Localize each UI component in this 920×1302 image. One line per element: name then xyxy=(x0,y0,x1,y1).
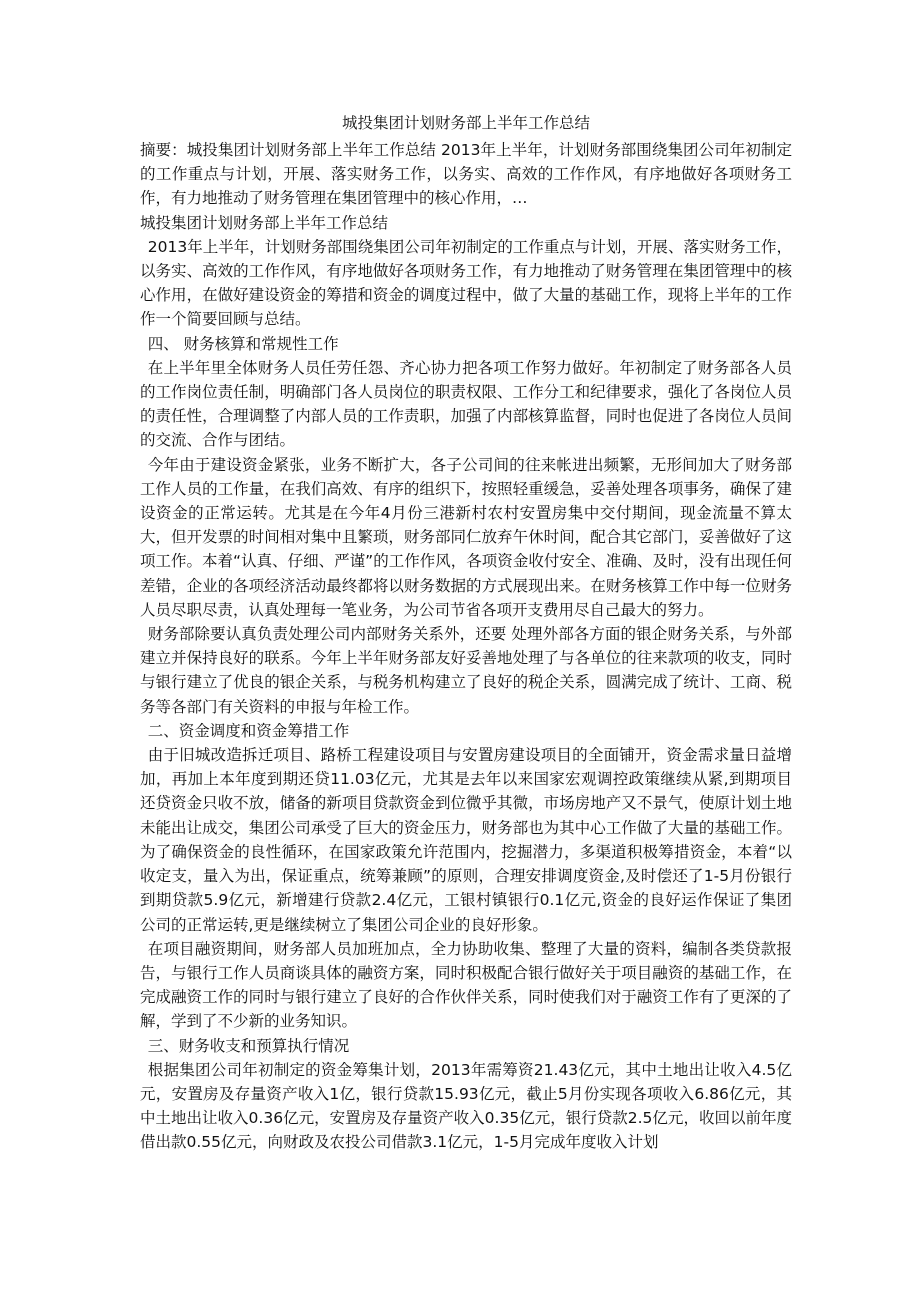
funding-paragraph-1: 由于旧城改造拆迁项目、路桥工程建设项目与安置房建设项目的全面铺开，资金需求量日益增加，再加上本年度到期还贷11.03亿元，尤其是去年以来国家宏观调控政策继续从紧,到期项目还贷资金只收不放，储备的新项目贷款资金到位微乎其微，市场房地产又不景气，使原计划土地未能出让成交，集团公司承受了巨大的资金压力，财务部也为其中心工作做了大量的基础工作。为了确保资金的良性循环，在国家政策允许范围内，挖掘潜力，多渠道积极筹措资金，本着“以收定支，量入为出，保证重点，统筹兼顾”的原则，合理安排调度资金,及时偿还了1-5月份银行到期贷款5.9亿元，新增建行贷款2.4亿元，工银村镇银行0.1亿元,资金的良好运作保证了集团公司的正常运转,更是继续树立了集团公司企业的良好形象。 xyxy=(140,746,792,934)
section-heading-funding: 二、资金调度和资金筹措工作 xyxy=(147,721,350,740)
accounting-paragraph-3: 财务部除要认真负责处理公司内部财务关系外，还要 处理外部各方面的银企财务关系，与外部建立并保持良好的联系。今年上半年财务部友好妥善地处理了与各单位的往来款项的收支，同时与银行建立了优良的银企关系，与税务机构建立了良好的税企关系，圆满完成了统计、工商、税务等各部门有关资料的申报与年检工作。 xyxy=(140,625,792,716)
accounting-paragraph-2: 今年由于建设资金紧张，业务不断扩大，各子公司间的往来帐进出频繁，无形间加大了财务部工作人员的工作量，在我们高效、有序的组织下，按照轻重缓急，妥善处理各项事务，确保了建设资金的正常运转。尤其是在今年4月份三港新村农村安置房集中交付期间，现金流量不算太大，但开发票的时间相对集中且繁琐，财务部同仁放弃午休时间，配合其它部门，妥善做好了这项工作。本着“认真、仔细、严谨”的工作作风，各项资金收付安全、准确、及时，没有出现任何差错，企业的各项经济活动最终都将以财务数据的方式展现出来。在财务核算工作中每一位财务人员尽职尽责，认真处理每一笔业务，为公司节省各项开支费用尽自己最大的努力。 xyxy=(140,455,792,619)
budget-paragraph-1: 根据集团公司年初制定的资金筹集计划，2013年需筹资21.43亿元，其中土地出让收入4.5亿元，安置房及存量资产收入1亿，银行贷款15.93亿元，截止5月份实现各项收入6.86亿元，其中土地出让收入0.36亿元，安置房及存量资产收入0.35亿元，银行贷款2.5亿元，收回以前年度借出款0.55亿元，向财政及农投公司借款3.1亿元，1-5月完成年度收入计划 xyxy=(140,1060,792,1152)
document-subtitle: 城投集团计划财务部上半年工作总结 xyxy=(140,213,389,232)
intro-paragraph: 2013年上半年，计划财务部围绕集团公司年初制定的工作重点与计划，开展、落实财务工作，以务实、高效的工作作风，有序地做好各项财务工作，有力地推动了财务管理在集团管理中的核心作用，在做好建设资金的筹措和资金的调度过程中，做了大量的基础工作，现将上半年的工作作一个简要回顾与总结。 xyxy=(140,237,792,329)
document-body xyxy=(140,108,792,1155)
abstract-paragraph: 摘要：城投集团计划财务部上半年工作总结 2013年上半年，计划财务部围绕集团公司年初制定的工作重点与计划，开展、落实财务工作，以务实、高效的工作作风，有序地做好各项财务工作，有力地推动了财务管理在集团管理中的核心作用，… xyxy=(140,141,792,208)
accounting-paragraph-1: 在上半年里全体财务人员任劳任怨、齐心协力把各项工作努力做好。年初制定了财务部各人员的工作岗位责任制，明确部门各人员岗位的职责权限、工作分工和纪律要求，强化了各岗位人员的责任性，合理调整了内部人员的工作责职，加强了内部核算监督，同时也促进了各岗位人员间的交流、合作与团结。 xyxy=(140,358,792,450)
funding-paragraph-2: 在项目融资期间，财务部人员加班加点，全力协助收集、整理了大量的资料，编制各类贷款报告，与银行工作人员商谈具体的融资方案，同时积极配合银行做好关于项目融资的基础工作，在完成融资工作的同时与银行建立了良好的合作伙伴关系，同时使我们对于融资工作有了更深的了解，学到了不少新的业务知识。 xyxy=(140,939,792,1031)
document-title: 城投集团计划财务部上半年工作总结 xyxy=(341,114,590,132)
section-heading-accounting: 四、 财务核算和常规性工作 xyxy=(147,334,339,353)
section-heading-budget: 三、财务收支和预算执行情况 xyxy=(147,1036,350,1055)
